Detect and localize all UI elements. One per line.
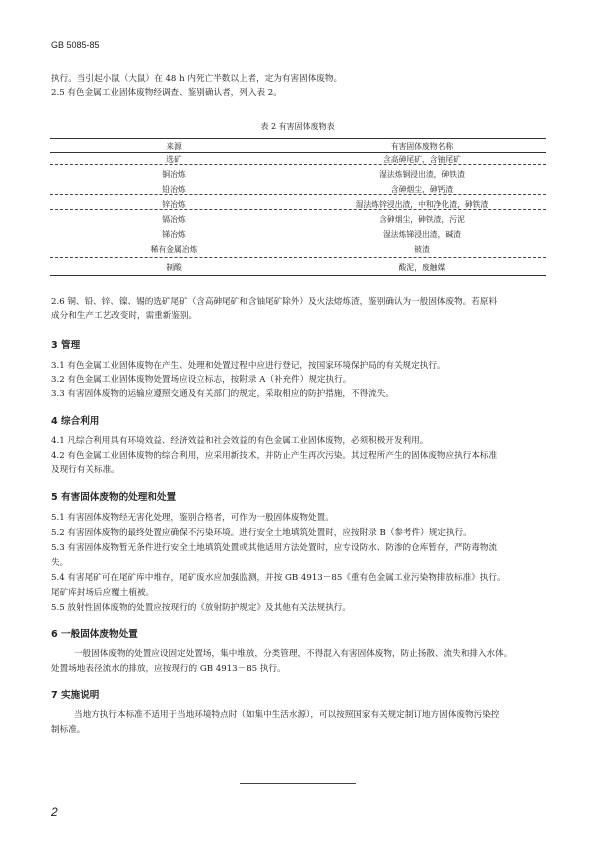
section-7-line-1: 当地方执行本标准不适用于当地环境特点时（如集中生活水源），可以按照国家有关规定制订地方固体废物污染控	[74, 710, 500, 720]
paragraph-2-6-line-1: 2.6 铜、铅、锌、镍、锡的选矿尾矿（含高砷尾矿和含铀尾矿除外）及火法熔炼渣，鉴别确认为一般固体废物。若原料	[51, 297, 498, 307]
clause-3-3: 3.3 有害固体废物的运输应遵照交通及有关部门的规定，采取相应的防护措施，不得流失。	[51, 389, 394, 399]
table-row-waste-name: 含砷烟尘，砷钙渣	[390, 185, 454, 194]
clause-4-2-line-2: 及现行有关标准。	[51, 465, 120, 475]
table-title: 表 2 有害固体废物表	[260, 122, 335, 131]
table-row-waste-name: 湿法炼锑浸出渣，碱渣	[383, 230, 461, 239]
end-rule	[240, 783, 356, 784]
table-row-waste-name: 湿法炼铜浸出渣，砷铁渣	[379, 170, 465, 179]
table-top-rule	[50, 138, 546, 139]
table-row-source: 锑冶炼	[162, 230, 186, 239]
clause-4-2-line-1: 4.2 有色金属工业固体废物的综合利用，应采用新技术，并防止产生再次污染。其过程所产生的固体废物应执行本标准	[51, 451, 498, 461]
paragraph-2-6-line-2: 成分和生产工艺改变时，需重新鉴别。	[51, 311, 198, 321]
table-row-source: 选矿	[166, 155, 182, 164]
page-number: 2	[51, 805, 58, 819]
row-separator	[50, 257, 546, 258]
section-6-heading: 6 一般固体废物处置	[51, 629, 138, 640]
table-header-rule	[50, 152, 546, 153]
clause-3-2: 3.2 有色金属工业固体废物处置场应设立标志，按附录 A（补充件）规定执行。	[51, 375, 352, 385]
table-row-source: 铜冶炼	[162, 170, 186, 179]
table-row-waste-name: 含砷烟尘，砷铁渣，污泥	[379, 215, 465, 224]
table-row-waste-name: 含高砷尾矿，含铀尾矿	[383, 155, 461, 164]
section-6-line-1: 一般固体废物的处置应设固定处置场，集中堆放，分类管理，不得混入有害固体废物，防止扬散、流失和排入水体。	[74, 649, 513, 659]
clause-5-4-line-1: 5.4 有害尾矿可在尾矿库中堆存，尾矿废水应加强监测，并按 GB 4913－85《重有色金属工业污染物排放标准》执行。	[51, 573, 506, 583]
clause-4-1: 4.1 凡综合利用具有环境效益、经济效益和社会效益的有色金属工业固体废物，必须积极开发利用。	[51, 436, 429, 446]
intro-line-1: 执行。当引起小鼠（大鼠）在 48 h 内死亡半数以上者，定为有害固体废物。	[51, 74, 343, 84]
clause-5-3-line-2: 失。	[51, 558, 69, 568]
table-bottom-rule	[50, 275, 546, 276]
clause-5-2: 5.2 有害固体废物的最终处置应确保不污染环境。进行安全土地填筑处置时，应按附录 B（参考件）规定执行。	[51, 528, 472, 538]
row-separator	[50, 164, 546, 165]
table-row-source: 锌冶炼	[162, 200, 186, 209]
row-separator	[50, 194, 546, 195]
column-header-source: 来源	[166, 142, 182, 151]
clause-5-3-line-1: 5.3 有害固体废物暂无条件进行安全土地填筑处置或其他适用方法处置时，应专设防水、防渗的仓库暂存，严防毒物流	[51, 543, 498, 553]
table-row-source: 制酸	[166, 263, 182, 272]
table-row-waste-name: 酸泥，废触媒	[398, 263, 446, 272]
intro-line-2: 2.5 有色金属工业固体废物经调查、鉴别确认者，列入表 2。	[51, 88, 282, 98]
table-row-waste-name: 湿法炼锌浸出渣，中和净化渣，砷铁渣	[355, 200, 489, 209]
row-separator	[50, 209, 546, 210]
clause-5-1: 5.1 有害固体废物经无害化处理，鉴别合格者，可作为一般固体废物处置。	[51, 513, 334, 523]
section-7-line-2: 制标准。	[51, 725, 86, 735]
section-6-line-2: 处置场地表径流水的排放，应按现行的 GB 4913－85 执行。	[51, 664, 286, 674]
table-row-source: 铅冶炼	[162, 185, 186, 194]
clause-5-5: 5.5 放射性固体废物的处置应按现行的《放射防护规定》及其他有关法规执行。	[51, 603, 351, 613]
clause-5-4-line-2: 尾矿库封场后应覆土植被。	[51, 588, 155, 598]
standard-code: GB 5085-85	[51, 40, 100, 50]
table-row-source: 稀有金属冶炼	[150, 245, 198, 254]
section-4-heading: 4 综合利用	[51, 416, 100, 427]
section-7-heading: 7 实施说明	[51, 690, 100, 701]
section-3-heading: 3 管理	[51, 340, 81, 351]
clause-3-1: 3.1 有色金属工业固体废物在产生、处理和处置过程中应进行登记，按国家环境保护局的有关规定执行。	[51, 361, 446, 371]
table-row-waste-name: 铍渣	[414, 245, 430, 254]
section-5-heading: 5 有害固体废物的处理和处置	[51, 492, 177, 503]
table-row-source: 镉冶炼	[162, 215, 186, 224]
column-header-waste-name: 有害固体废物名称	[390, 142, 454, 151]
